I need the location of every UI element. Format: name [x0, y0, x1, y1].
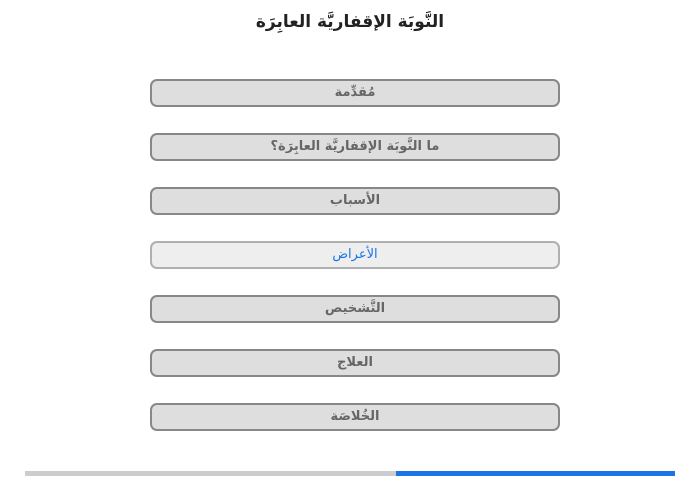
menu-item-what-is-tia[interactable]: ما النَّوبَة الإقفاريَّة العابِرَة؟ [150, 133, 560, 161]
progress-bar [25, 471, 675, 476]
menu-item-summary[interactable]: الخُلاصَة [150, 403, 560, 431]
menu-item-treatment[interactable]: العلاج [150, 349, 560, 377]
menu-item-symptoms[interactable]: الأعراض [150, 241, 560, 269]
progress-bar-fill [396, 471, 676, 476]
menu-item-diagnosis[interactable]: التَّشخيص [150, 295, 560, 323]
section-menu [150, 79, 560, 457]
menu-item-introduction[interactable]: مُقدِّمة [150, 79, 560, 107]
page-title: النَّوبَة الإقفاريَّة العابِرَة [255, 12, 445, 32]
menu-item-causes[interactable]: الأسباب [150, 187, 560, 215]
